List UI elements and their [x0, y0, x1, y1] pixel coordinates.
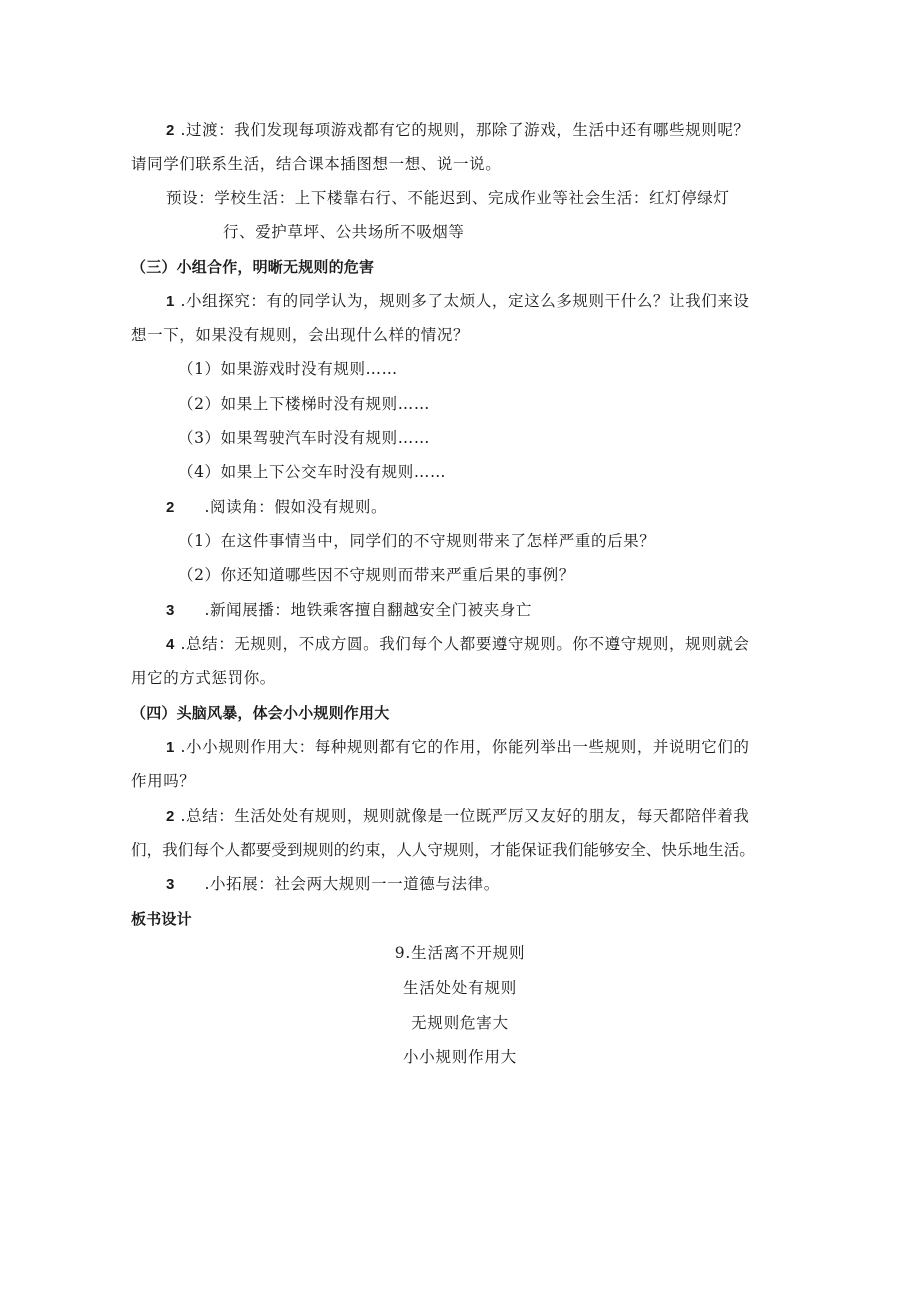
paragraph-reading-corner [166, 497, 387, 518]
section-heading-4: （四）头脑风暴，体会小小规则作用大 [131, 704, 390, 722]
item-number: 3 [166, 876, 175, 893]
paragraph-continuation: 请同学们联系生活，结合课本插图想一想、说一说。 [131, 155, 502, 173]
paragraph-text: .总结：无规则，不成方圆。我们每个人都要遵守规则。你不遵守规则，规则就会 [180, 635, 750, 653]
paragraph-text: .小小规则作用大：每种规则都有它的作用，你能列举出一些规则，并说明它们的 [180, 738, 750, 756]
paragraph-summary [166, 634, 750, 655]
preset-line-2: 行、爱护草坪、公共场所不吸烟等 [223, 223, 465, 241]
sub-item: （1）如果游戏时没有规则…… [178, 360, 398, 378]
paragraph-continuation: 想一下，如果没有规则，会出现什么样的情况？ [131, 326, 470, 344]
sub-item: （4）如果上下公交车时没有规则…… [178, 463, 447, 481]
paragraph-news [166, 600, 532, 621]
sub-item: （2）如果上下楼梯时没有规则…… [178, 395, 430, 413]
paragraph-rule-effects [166, 737, 750, 758]
paragraph-text: .阅读角：假如没有规则。 [204, 498, 388, 516]
item-number: 4 [166, 636, 175, 653]
board-design-heading: 板书设计 [131, 910, 192, 928]
preset-line-1: 预设：学校生活：上下楼靠右行、不能迟到、完成作业等社会生活：红灯停绿灯 [166, 189, 730, 207]
sub-item: （3）如果驾驶汽车时没有规则…… [178, 429, 430, 447]
paragraph-extension [166, 874, 500, 895]
sub-item: （2）你还知道哪些因不守规则而带来严重后果的事例？ [178, 566, 575, 584]
item-number: 1 [166, 739, 175, 756]
paragraph-continuation: 们，我们每个人都要受到规则的约束，人人守规则，才能保证我们能够安全、快乐地生活。 [131, 841, 756, 859]
paragraph-summary-2 [166, 806, 750, 827]
board-line: 小小规则作用大 [402, 1048, 518, 1066]
paragraph-text: .小组探究：有的同学认为，规则多了太烦人，定这么多规则干什么？让我们来设 [180, 292, 750, 310]
paragraph-continuation: 作用吗？ [131, 772, 196, 790]
item-number: 2 [166, 808, 175, 825]
board-title: 9.生活离不开规则 [394, 944, 526, 962]
paragraph-text: .过渡：我们发现每项游戏都有它的规则，那除了游戏，生活中还有哪些规则呢？ [180, 121, 750, 139]
board-line: 生活处处有规则 [402, 979, 518, 997]
paragraph-continuation: 用它的方式惩罚你。 [131, 669, 276, 687]
item-number: 2 [166, 122, 175, 139]
paragraph-text: .小拓展：社会两大规则一一道德与法律。 [204, 875, 500, 893]
board-line: 无规则危害大 [411, 1014, 509, 1032]
paragraph-group-inquiry [166, 291, 750, 312]
item-number: 2 [166, 499, 175, 516]
paragraph-text: .新闻展播：地铁乘客擅自翻越安全门被夹身亡 [204, 601, 533, 619]
paragraph-transition [166, 120, 750, 141]
sub-item: （1）在这件事情当中，同学们的不守规则带来了怎样严重的后果？ [178, 532, 656, 550]
section-heading-3: （三）小组合作，明晰无规则的危害 [131, 258, 375, 276]
paragraph-text: .总结：生活处处有规则，规则就像是一位既严厉又友好的朋友，每天都陪伴着我 [180, 807, 750, 825]
item-number: 3 [166, 602, 175, 619]
item-number: 1 [166, 293, 175, 310]
